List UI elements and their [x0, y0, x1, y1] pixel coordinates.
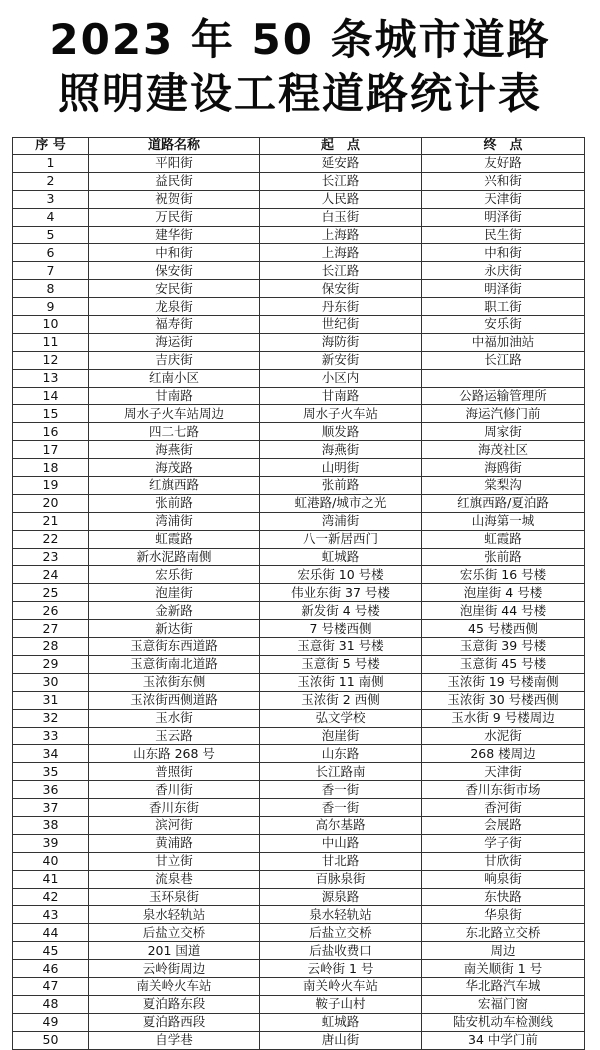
cell-road-name: 红南小区 — [89, 369, 260, 387]
cell-row-number: 44 — [13, 924, 89, 942]
table-row — [13, 745, 585, 763]
cell-start-point: 玉意街 31 号楼 — [260, 638, 422, 656]
cell-start-point: 上海路 — [260, 226, 422, 244]
cell-end-point: 安乐街 — [422, 316, 585, 334]
table-row — [13, 566, 585, 584]
table-row — [13, 799, 585, 817]
cell-road-name: 甘立街 — [89, 852, 260, 870]
cell-road-name: 平阳街 — [89, 155, 260, 173]
table-row — [13, 405, 585, 423]
cell-start-point: 百脉泉街 — [260, 870, 422, 888]
cell-road-name: 新达街 — [89, 620, 260, 638]
table-row — [13, 244, 585, 262]
cell-row-number: 8 — [13, 280, 89, 298]
table-row — [13, 620, 585, 638]
cell-start-point: 周水子火车站 — [260, 405, 422, 423]
cell-road-name: 红旗西路 — [89, 477, 260, 495]
cell-start-point: 上海路 — [260, 244, 422, 262]
cell-row-number: 19 — [13, 477, 89, 495]
road-statistics-table — [12, 137, 585, 1050]
cell-road-name: 金新路 — [89, 602, 260, 620]
cell-road-name: 周水子火车站周边 — [89, 405, 260, 423]
cell-row-number: 26 — [13, 602, 89, 620]
cell-start-point: 虹城路 — [260, 548, 422, 566]
cell-row-number: 10 — [13, 316, 89, 334]
cell-row-number: 14 — [13, 387, 89, 405]
cell-row-number: 45 — [13, 942, 89, 960]
cell-end-point: 中和街 — [422, 244, 585, 262]
cell-end-point: 东北路立交桥 — [422, 924, 585, 942]
cell-row-number: 47 — [13, 977, 89, 995]
cell-end-point: 明泽街 — [422, 280, 585, 298]
cell-start-point: 玉意街 5 号楼 — [260, 655, 422, 673]
cell-road-name: 玉意街南北道路 — [89, 655, 260, 673]
cell-end-point: 山海第一城 — [422, 512, 585, 530]
table-row — [13, 333, 585, 351]
cell-row-number: 3 — [13, 190, 89, 208]
cell-row-number: 20 — [13, 494, 89, 512]
cell-road-name: 张前路 — [89, 494, 260, 512]
cell-start-point: 海燕街 — [260, 441, 422, 459]
cell-row-number: 28 — [13, 638, 89, 656]
cell-start-point: 虹港路/城市之光 — [260, 494, 422, 512]
cell-road-name: 中和街 — [89, 244, 260, 262]
table-row — [13, 1013, 585, 1031]
cell-end-point: 玉意街 39 号楼 — [422, 638, 585, 656]
cell-row-number: 25 — [13, 584, 89, 602]
table-row — [13, 924, 585, 942]
cell-start-point: 保安街 — [260, 280, 422, 298]
cell-end-point: 兴和街 — [422, 172, 585, 190]
cell-start-point: 弘文学校 — [260, 709, 422, 727]
cell-end-point: 周边 — [422, 942, 585, 960]
table-row — [13, 441, 585, 459]
cell-end-point: 45 号楼西侧 — [422, 620, 585, 638]
table-row — [13, 888, 585, 906]
cell-row-number: 50 — [13, 1031, 89, 1049]
table-row — [13, 655, 585, 673]
cell-row-number: 13 — [13, 369, 89, 387]
cell-row-number: 36 — [13, 781, 89, 799]
cell-road-name: 四二七路 — [89, 423, 260, 441]
cell-road-name: 流泉巷 — [89, 870, 260, 888]
cell-row-number: 7 — [13, 262, 89, 280]
cell-start-point: 云岭街 1 号 — [260, 960, 422, 978]
table-row — [13, 262, 585, 280]
cell-end-point: 永庆街 — [422, 262, 585, 280]
cell-road-name: 玉浓街东侧 — [89, 673, 260, 691]
cell-start-point: 顺发路 — [260, 423, 422, 441]
cell-row-number: 39 — [13, 834, 89, 852]
cell-start-point: 香一街 — [260, 781, 422, 799]
table-row — [13, 906, 585, 924]
cell-start-point: 泡崖街 — [260, 727, 422, 745]
cell-end-point: 陆安机动车检测线 — [422, 1013, 585, 1031]
table-row — [13, 226, 585, 244]
cell-road-name: 海茂路 — [89, 459, 260, 477]
cell-start-point: 甘南路 — [260, 387, 422, 405]
cell-row-number: 12 — [13, 351, 89, 369]
table-row — [13, 155, 585, 173]
cell-end-point: 中福加油站 — [422, 333, 585, 351]
cell-start-point: 虹城路 — [260, 1013, 422, 1031]
cell-start-point: 宏乐街 10 号楼 — [260, 566, 422, 584]
table-row — [13, 369, 585, 387]
cell-end-point: 玉浓街 19 号楼南侧 — [422, 673, 585, 691]
cell-road-name: 祝贺街 — [89, 190, 260, 208]
table-row — [13, 477, 585, 495]
cell-end-point — [422, 369, 585, 387]
cell-row-number: 23 — [13, 548, 89, 566]
cell-end-point: 华北路汽车城 — [422, 977, 585, 995]
cell-row-number: 6 — [13, 244, 89, 262]
cell-end-point: 香河街 — [422, 799, 585, 817]
cell-road-name: 甘南路 — [89, 387, 260, 405]
cell-road-name: 玉水街 — [89, 709, 260, 727]
table-row — [13, 494, 585, 512]
cell-end-point: 泡崖街 44 号楼 — [422, 602, 585, 620]
cell-road-name: 湾浦街 — [89, 512, 260, 530]
cell-row-number: 24 — [13, 566, 89, 584]
cell-end-point: 东快路 — [422, 888, 585, 906]
table-row — [13, 172, 585, 190]
table-row — [13, 977, 585, 995]
table-row — [13, 602, 585, 620]
cell-start-point: 世纪街 — [260, 316, 422, 334]
cell-end-point: 香川东街市场 — [422, 781, 585, 799]
cell-start-point: 伟业东街 37 号楼 — [260, 584, 422, 602]
cell-road-name: 黄浦路 — [89, 834, 260, 852]
cell-end-point: 水泥街 — [422, 727, 585, 745]
cell-road-name: 玉浓街西侧道路 — [89, 691, 260, 709]
cell-end-point: 268 楼周边 — [422, 745, 585, 763]
cell-road-name: 滨河街 — [89, 816, 260, 834]
cell-end-point: 南关顺街 1 号 — [422, 960, 585, 978]
cell-road-name: 龙泉街 — [89, 298, 260, 316]
table-row — [13, 1031, 585, 1049]
table-row — [13, 512, 585, 530]
cell-start-point: 山东路 — [260, 745, 422, 763]
cell-start-point: 唐山街 — [260, 1031, 422, 1049]
table-header-row — [13, 138, 585, 155]
cell-start-point: 白玉街 — [260, 208, 422, 226]
cell-end-point: 泡崖街 4 号楼 — [422, 584, 585, 602]
cell-row-number: 29 — [13, 655, 89, 673]
cell-row-number: 22 — [13, 530, 89, 548]
cell-road-name: 建华街 — [89, 226, 260, 244]
cell-end-point: 职工街 — [422, 298, 585, 316]
cell-road-name: 福寿街 — [89, 316, 260, 334]
table-row — [13, 316, 585, 334]
cell-row-number: 40 — [13, 852, 89, 870]
table-row — [13, 280, 585, 298]
cell-end-point: 会展路 — [422, 816, 585, 834]
cell-end-point: 玉意街 45 号楼 — [422, 655, 585, 673]
cell-road-name: 宏乐街 — [89, 566, 260, 584]
cell-start-point: 人民路 — [260, 190, 422, 208]
cell-start-point: 湾浦街 — [260, 512, 422, 530]
cell-row-number: 41 — [13, 870, 89, 888]
cell-row-number: 30 — [13, 673, 89, 691]
cell-end-point: 华泉街 — [422, 906, 585, 924]
table-body — [13, 155, 585, 1050]
cell-start-point: 延安路 — [260, 155, 422, 173]
title-line-2: 照明建设工程道路统计表 — [57, 69, 542, 118]
cell-road-name: 后盐立交桥 — [89, 924, 260, 942]
cell-road-name: 夏泊路东段 — [89, 995, 260, 1013]
cell-road-name: 安民街 — [89, 280, 260, 298]
cell-start-point: 长江路 — [260, 262, 422, 280]
table-row — [13, 298, 585, 316]
cell-end-point: 虹霞路 — [422, 530, 585, 548]
cell-road-name: 玉环泉街 — [89, 888, 260, 906]
cell-road-name: 海燕街 — [89, 441, 260, 459]
cell-end-point: 明泽街 — [422, 208, 585, 226]
table-row — [13, 942, 585, 960]
table-row — [13, 727, 585, 745]
cell-row-number: 27 — [13, 620, 89, 638]
cell-start-point: 玉浓街 11 南侧 — [260, 673, 422, 691]
cell-start-point: 山明街 — [260, 459, 422, 477]
cell-row-number: 33 — [13, 727, 89, 745]
cell-start-point: 泉水轻轨站 — [260, 906, 422, 924]
table-row — [13, 459, 585, 477]
table-row — [13, 208, 585, 226]
cell-start-point: 7 号楼西侧 — [260, 620, 422, 638]
table-row — [13, 960, 585, 978]
cell-road-name: 新水泥路南侧 — [89, 548, 260, 566]
table-row — [13, 673, 585, 691]
table-row — [13, 584, 585, 602]
cell-row-number: 17 — [13, 441, 89, 459]
cell-row-number: 46 — [13, 960, 89, 978]
table-row — [13, 530, 585, 548]
table-row — [13, 852, 585, 870]
cell-end-point: 棠梨沟 — [422, 477, 585, 495]
cell-end-point: 海鸥街 — [422, 459, 585, 477]
title-line-1: 2023 年 50 条城市道路 — [49, 15, 551, 64]
cell-start-point: 海防街 — [260, 333, 422, 351]
cell-start-point: 鞍子山村 — [260, 995, 422, 1013]
cell-road-name: 益民街 — [89, 172, 260, 190]
table-row — [13, 995, 585, 1013]
cell-start-point: 中山路 — [260, 834, 422, 852]
cell-road-name: 泉水轻轨站 — [89, 906, 260, 924]
cell-start-point: 长江路南 — [260, 763, 422, 781]
cell-start-point: 甘北路 — [260, 852, 422, 870]
cell-end-point: 民生街 — [422, 226, 585, 244]
cell-end-point: 甘欣街 — [422, 852, 585, 870]
cell-end-point: 学子街 — [422, 834, 585, 852]
header-no: 序 号 — [13, 138, 89, 155]
table-row — [13, 781, 585, 799]
cell-end-point: 海运汽修门前 — [422, 405, 585, 423]
cell-row-number: 2 — [13, 172, 89, 190]
cell-end-point: 宏福门窗 — [422, 995, 585, 1013]
cell-road-name: 海运街 — [89, 333, 260, 351]
cell-start-point: 长江路 — [260, 172, 422, 190]
cell-start-point: 小区内 — [260, 369, 422, 387]
header-start-point: 起 点 — [260, 138, 422, 155]
cell-end-point: 天津街 — [422, 190, 585, 208]
cell-road-name: 201 国道 — [89, 942, 260, 960]
cell-row-number: 1 — [13, 155, 89, 173]
cell-row-number: 43 — [13, 906, 89, 924]
cell-row-number: 49 — [13, 1013, 89, 1031]
cell-row-number: 11 — [13, 333, 89, 351]
cell-road-name: 香川街 — [89, 781, 260, 799]
table-row — [13, 709, 585, 727]
cell-road-name: 普照街 — [89, 763, 260, 781]
cell-road-name: 保安街 — [89, 262, 260, 280]
cell-end-point: 张前路 — [422, 548, 585, 566]
cell-row-number: 4 — [13, 208, 89, 226]
cell-end-point: 友好路 — [422, 155, 585, 173]
cell-start-point: 丹东街 — [260, 298, 422, 316]
cell-start-point: 新安街 — [260, 351, 422, 369]
cell-end-point: 34 中学门前 — [422, 1031, 585, 1049]
cell-start-point: 后盐立交桥 — [260, 924, 422, 942]
cell-row-number: 37 — [13, 799, 89, 817]
cell-start-point: 新发街 4 号楼 — [260, 602, 422, 620]
cell-road-name: 山东路 268 号 — [89, 745, 260, 763]
cell-end-point: 周家街 — [422, 423, 585, 441]
header-road-name: 道路名称 — [89, 138, 260, 155]
cell-end-point: 玉浓街 30 号楼西侧 — [422, 691, 585, 709]
header-end-point: 终 点 — [422, 138, 585, 155]
cell-road-name: 南关岭火车站 — [89, 977, 260, 995]
cell-road-name: 夏泊路西段 — [89, 1013, 260, 1031]
cell-start-point: 香一街 — [260, 799, 422, 817]
cell-row-number: 5 — [13, 226, 89, 244]
cell-row-number: 34 — [13, 745, 89, 763]
table-row — [13, 423, 585, 441]
cell-start-point: 源泉路 — [260, 888, 422, 906]
cell-start-point: 张前路 — [260, 477, 422, 495]
cell-road-name: 吉庆街 — [89, 351, 260, 369]
cell-row-number: 9 — [13, 298, 89, 316]
table-row — [13, 638, 585, 656]
cell-road-name: 万民街 — [89, 208, 260, 226]
cell-end-point: 海茂社区 — [422, 441, 585, 459]
cell-row-number: 16 — [13, 423, 89, 441]
cell-row-number: 21 — [13, 512, 89, 530]
table-row — [13, 548, 585, 566]
cell-road-name: 玉云路 — [89, 727, 260, 745]
table-row — [13, 763, 585, 781]
cell-start-point: 高尔基路 — [260, 816, 422, 834]
cell-start-point: 后盐收费口 — [260, 942, 422, 960]
cell-row-number: 15 — [13, 405, 89, 423]
table-row — [13, 691, 585, 709]
cell-end-point: 天津街 — [422, 763, 585, 781]
table-row — [13, 387, 585, 405]
cell-road-name: 自学巷 — [89, 1031, 260, 1049]
table-row — [13, 834, 585, 852]
cell-end-point: 玉水街 9 号楼周边 — [422, 709, 585, 727]
table-row — [13, 870, 585, 888]
cell-start-point: 八一新居西门 — [260, 530, 422, 548]
cell-road-name: 香川东街 — [89, 799, 260, 817]
cell-end-point: 宏乐街 16 号楼 — [422, 566, 585, 584]
table-row — [13, 816, 585, 834]
cell-row-number: 48 — [13, 995, 89, 1013]
cell-row-number: 38 — [13, 816, 89, 834]
cell-row-number: 18 — [13, 459, 89, 477]
table-row — [13, 190, 585, 208]
cell-row-number: 32 — [13, 709, 89, 727]
cell-row-number: 42 — [13, 888, 89, 906]
cell-road-name: 玉意街东西道路 — [89, 638, 260, 656]
cell-end-point: 红旗西路/夏泊路 — [422, 494, 585, 512]
cell-road-name: 虹霞路 — [89, 530, 260, 548]
cell-start-point: 南关岭火车站 — [260, 977, 422, 995]
cell-road-name: 云岭街周边 — [89, 960, 260, 978]
cell-row-number: 31 — [13, 691, 89, 709]
cell-start-point: 玉浓街 2 西侧 — [260, 691, 422, 709]
cell-row-number: 35 — [13, 763, 89, 781]
cell-end-point: 长江路 — [422, 351, 585, 369]
cell-road-name: 泡崖街 — [89, 584, 260, 602]
cell-end-point: 公路运输管理所 — [422, 387, 585, 405]
cell-end-point: 响泉街 — [422, 870, 585, 888]
table-row — [13, 351, 585, 369]
